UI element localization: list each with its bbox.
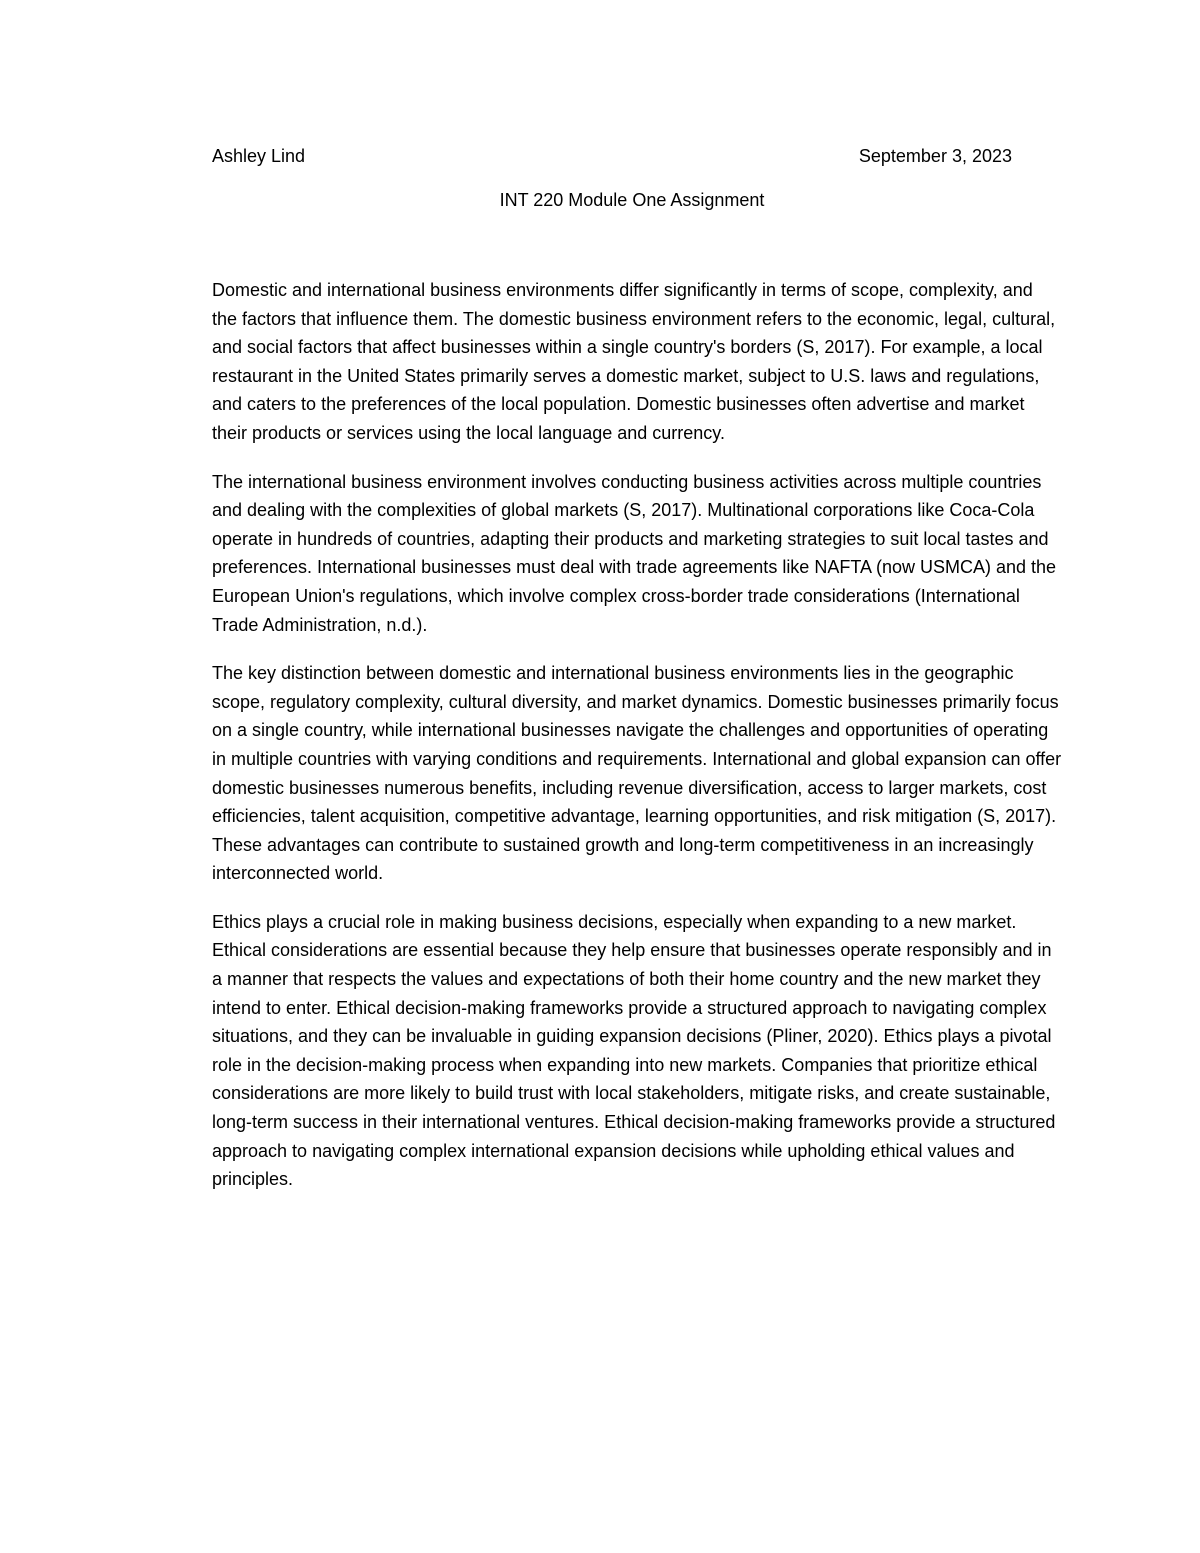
paragraph-ethics: Ethics plays a crucial role in making business decisions, especially when expanding to a new market. Ethical considerations are essential because they help ensure that businesses operate responsibly and in a manner that respects the values and expectations of both their home country and the new market they intend to enter. Ethical decision-making frameworks provide a structured approach to navigating complex situations, and they can be invaluable in guiding expansion decisions (Pliner, 2020). Ethics plays a pivotal role in the decision-making process when expanding into new markets. Companies that prioritize ethical considerations are more likely to build trust with local stakeholders, mitigate risks, and create sustainable, long-term success in their international ventures. Ethical decision-making frameworks provide a structured approach to navigating complex international expansion decisions while upholding ethical values and principles.: [212, 911, 1056, 1190]
document-date: September 3, 2023: [858, 146, 1012, 166]
document-title: INT 220 Module One Assignment: [499, 190, 765, 210]
document-body: [212, 276, 1062, 1194]
author-name: Ashley Lind: [212, 146, 306, 166]
paragraph-domestic-environment: Domestic and international business environments differ significantly in terms of scope, complexity, and the factors that influence them. The domestic business environment refers to the economic, legal, cultural, and social factors that affect businesses within a single country's borders (S, 2017). For example, a local restaurant in the United States primarily serves a domestic market, subject to U.S. laws and regulations, and caters to the preferences of the local population. Domestic businesses often advertise and market their products or services using the local language and currency.: [212, 280, 1056, 443]
paragraph-international-environment: The international business environment involves conducting business activities across multiple countries and dealing with the complexities of global markets (S, 2017). Multinational corporations like Coca-Cola operate in hundreds of countries, adapting their products and marketing strategies to suit local tastes and preferences. International businesses must deal with trade agreements like NAFTA (now USMCA) and the European Union's regulations, which involve complex cross-border trade considerations (International Trade Administration, n.d.).: [212, 471, 1057, 635]
document-content: [212, 142, 1062, 1214]
document-header: [212, 142, 1012, 170]
paragraph-key-distinction: The key distinction between domestic and international business environments lies in the geographic scope, regulatory complexity, cultural diversity, and market dynamics. Domestic businesses primarily focus on a single country, while international businesses navigate the challenges and opportunities of operating in multiple countries with varying conditions and requirements. International and global expansion can offer domestic businesses numerous benefits, including revenue diversification, access to larger markets, cost efficiencies, talent acquisition, competitive advantage, learning opportunities, and risk mitigation (S, 2017). These advantages can contribute to sustained growth and long-term competitiveness in an increasingly interconnected world.: [212, 663, 1062, 884]
